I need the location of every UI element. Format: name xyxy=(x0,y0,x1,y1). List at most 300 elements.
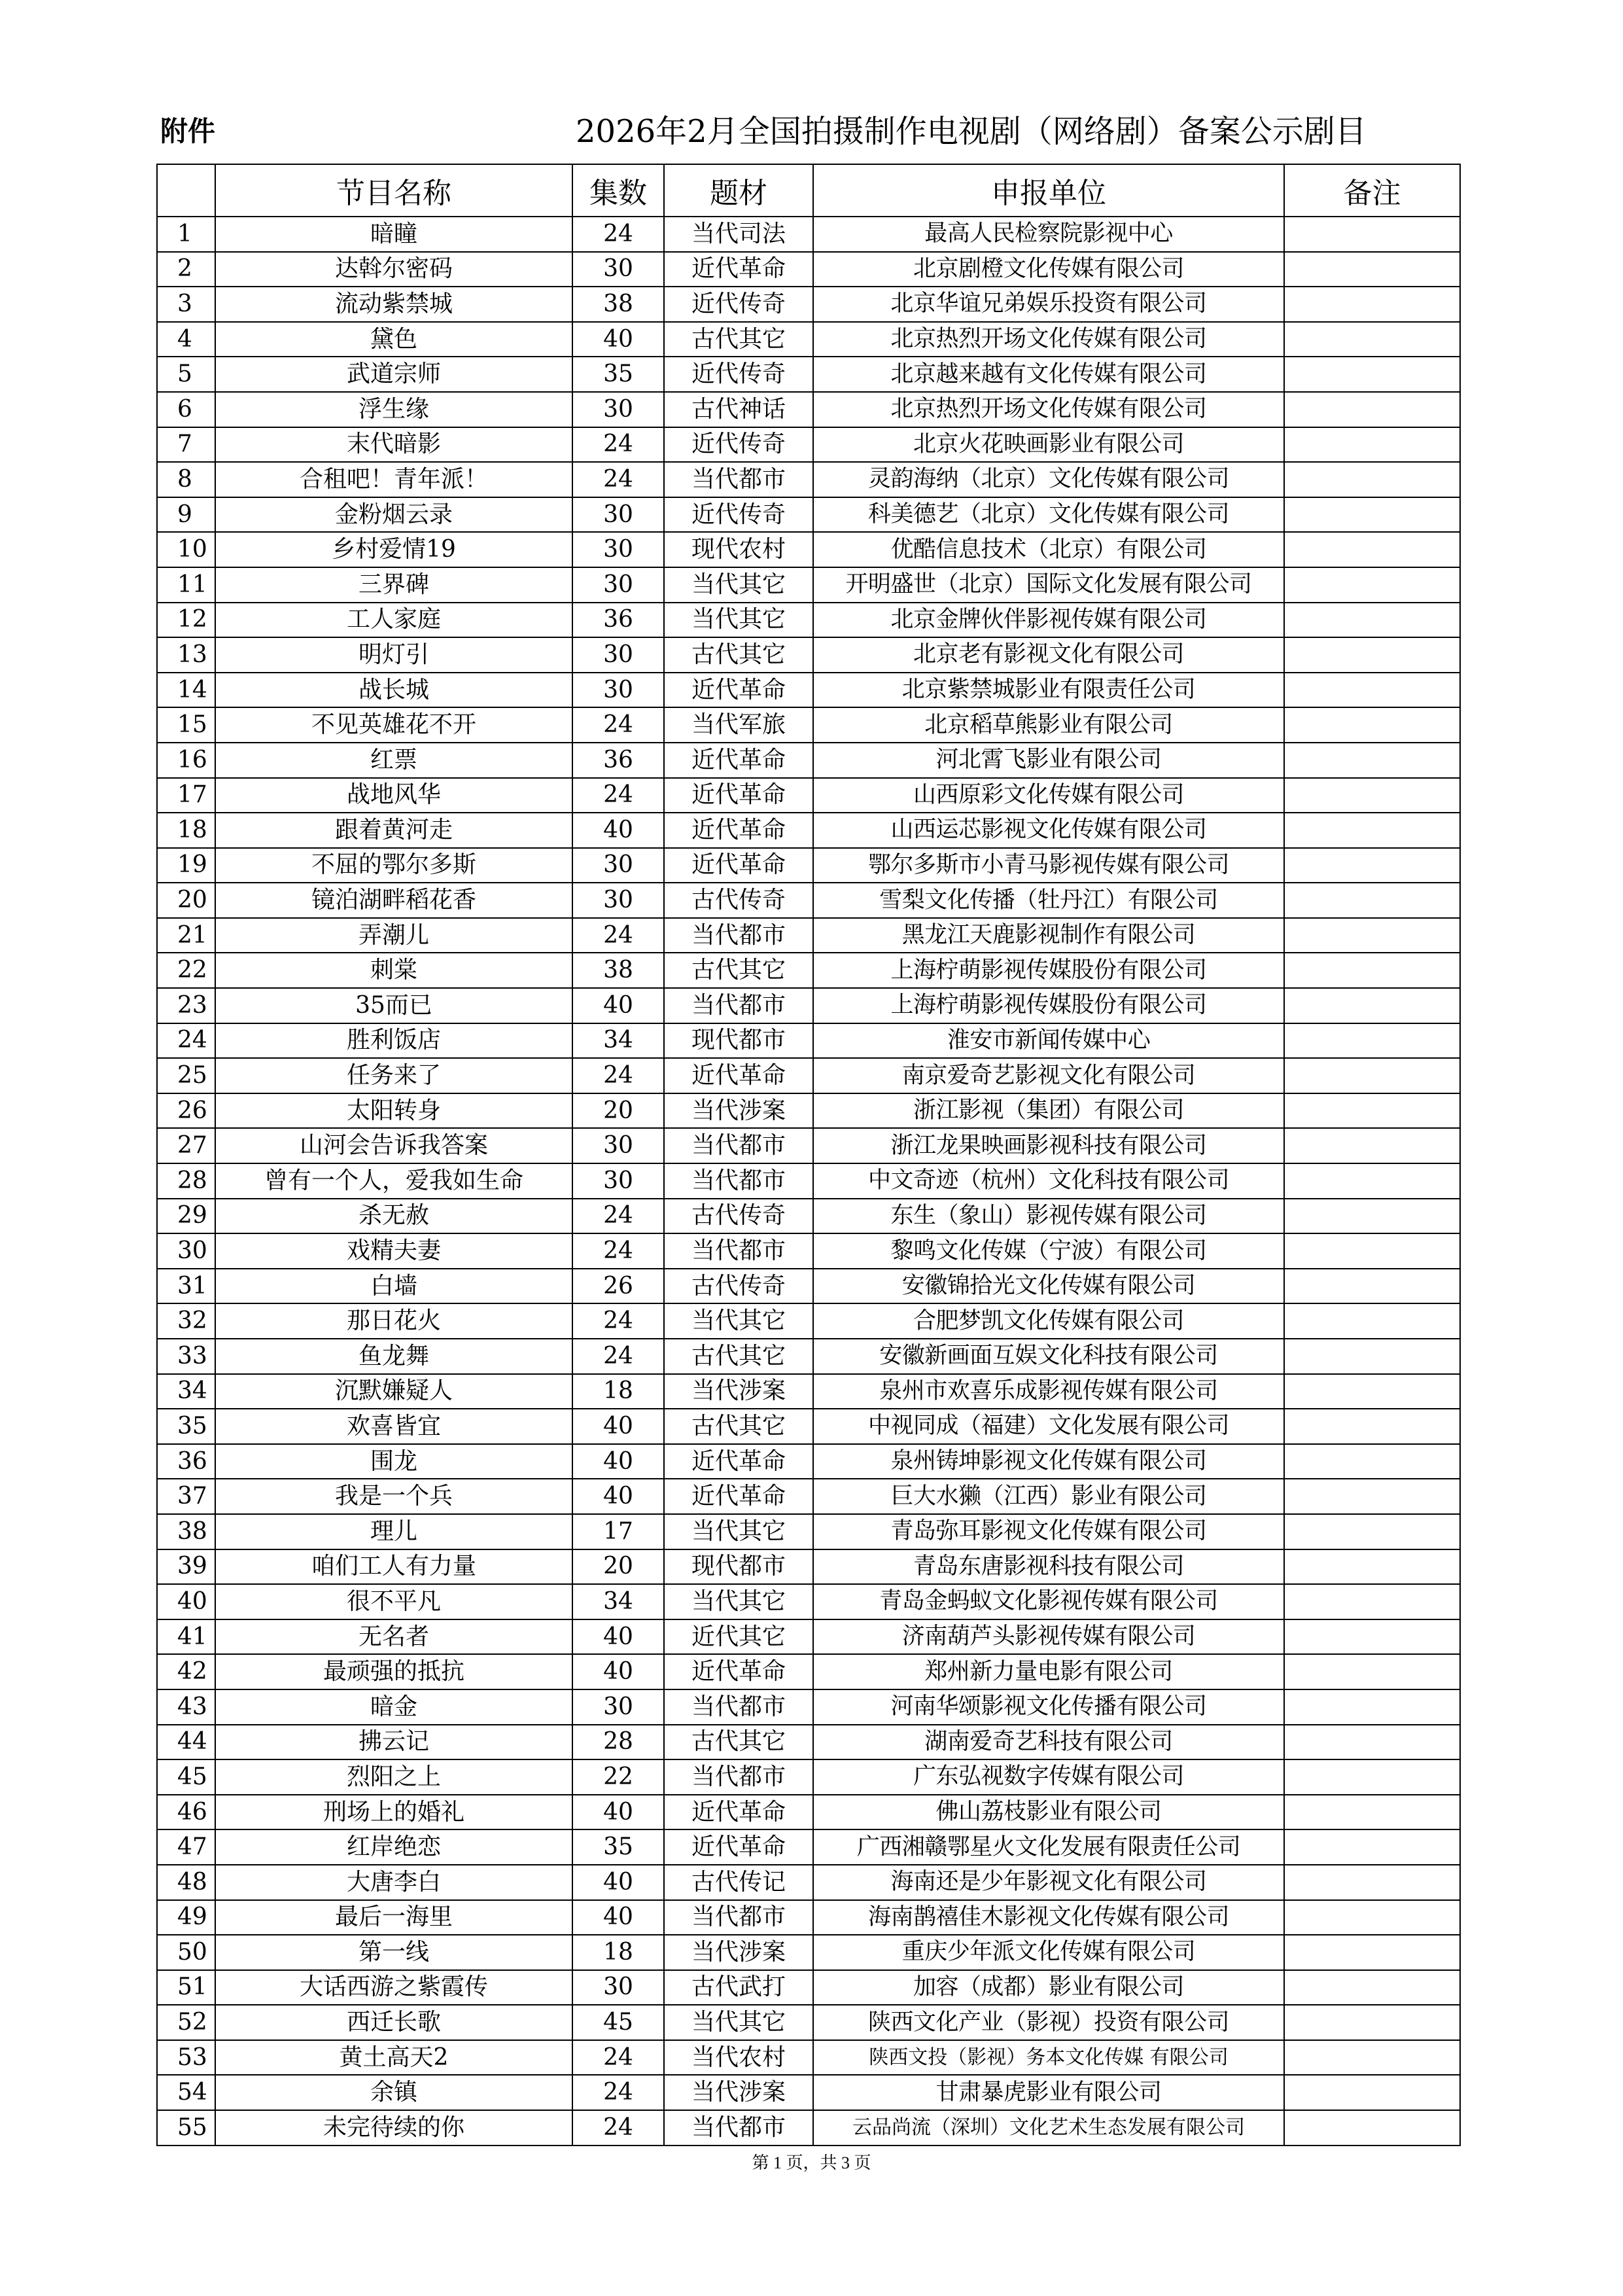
episode-count: 40 xyxy=(572,1444,664,1479)
applicant-unit: 陕西文投（影视）务本文化传媒 有限公司 xyxy=(813,2040,1284,2075)
row-index: 25 xyxy=(157,1058,215,1093)
note xyxy=(1284,1865,1460,1900)
genre: 古代其它 xyxy=(664,1409,813,1444)
row-index: 51 xyxy=(157,1970,215,2005)
row-index: 14 xyxy=(157,673,215,708)
applicant-unit: 最高人民检察院影视中心 xyxy=(813,217,1284,252)
table-row xyxy=(157,1444,1460,1479)
episode-count: 30 xyxy=(572,1163,664,1199)
program-name: 曾有一个人，爱我如生命 xyxy=(215,1163,572,1199)
applicant-unit: 安徽新画面互娱文化科技有限公司 xyxy=(813,1339,1284,1374)
program-name: 暗瞳 xyxy=(215,217,572,252)
applicant-unit: 陕西文化产业（影视）投资有限公司 xyxy=(813,2005,1284,2040)
table-row xyxy=(157,1479,1460,1514)
note xyxy=(1284,2040,1460,2075)
row-index: 23 xyxy=(157,988,215,1023)
applicant-unit: 科美德艺（北京）文化传媒有限公司 xyxy=(813,497,1284,533)
genre: 现代都市 xyxy=(664,1549,813,1585)
table-row xyxy=(157,1514,1460,1549)
applicant-unit: 巨大水獭（江西）影业有限公司 xyxy=(813,1479,1284,1514)
episode-count: 36 xyxy=(572,743,664,778)
applicant-unit: 浙江影视（集团）有限公司 xyxy=(813,1093,1284,1129)
table-row xyxy=(157,603,1460,638)
applicant-unit: 北京稻草熊影业有限公司 xyxy=(813,707,1284,743)
episode-count: 40 xyxy=(572,322,664,357)
row-index: 30 xyxy=(157,1233,215,1269)
program-name: 鱼龙舞 xyxy=(215,1339,572,1374)
table-row xyxy=(157,1199,1460,1234)
row-index: 26 xyxy=(157,1093,215,1129)
program-name: 达斡尔密码 xyxy=(215,252,572,287)
genre: 当代涉案 xyxy=(664,2075,813,2110)
applicant-unit: 山西原彩文化传媒有限公司 xyxy=(813,778,1284,813)
note xyxy=(1284,883,1460,918)
program-name: 大话西游之紫霞传 xyxy=(215,1970,572,2005)
program-name: 浮生缘 xyxy=(215,392,572,427)
table-row xyxy=(157,1374,1460,1409)
episode-count: 24 xyxy=(572,1339,664,1374)
table-row xyxy=(157,707,1460,743)
program-name: 烈阳之上 xyxy=(215,1759,572,1795)
genre: 近代传奇 xyxy=(664,357,813,392)
row-index: 36 xyxy=(157,1444,215,1479)
note xyxy=(1284,1619,1460,1655)
genre: 当代都市 xyxy=(664,1233,813,1269)
genre: 当代涉案 xyxy=(664,1935,813,1970)
applicant-unit: 甘肃暴虎影业有限公司 xyxy=(813,2075,1284,2110)
note xyxy=(1284,1269,1460,1304)
episode-count: 38 xyxy=(572,287,664,322)
row-index: 8 xyxy=(157,462,215,497)
row-index: 46 xyxy=(157,1795,215,1830)
genre: 当代司法 xyxy=(664,217,813,252)
row-index: 33 xyxy=(157,1339,215,1374)
table-row xyxy=(157,953,1460,988)
table-row xyxy=(157,918,1460,953)
applicant-unit: 郑州新力量电影有限公司 xyxy=(813,1654,1284,1689)
applicant-unit: 广西湘赣鄂星火文化发展有限责任公司 xyxy=(813,1829,1284,1865)
genre: 古代传奇 xyxy=(664,1269,813,1304)
note xyxy=(1284,462,1460,497)
episode-count: 18 xyxy=(572,1935,664,1970)
genre: 当代涉案 xyxy=(664,1093,813,1129)
episode-count: 40 xyxy=(572,988,664,1023)
table-row xyxy=(157,1303,1460,1339)
applicant-unit: 加容（成都）影业有限公司 xyxy=(813,1970,1284,2005)
note xyxy=(1284,673,1460,708)
applicant-unit: 北京热烈开场文化传媒有限公司 xyxy=(813,322,1284,357)
note xyxy=(1284,567,1460,603)
applicant-unit: 青岛东唐影视科技有限公司 xyxy=(813,1549,1284,1585)
applicant-unit: 中文奇迹（杭州）文化科技有限公司 xyxy=(813,1163,1284,1199)
program-name: 很不平凡 xyxy=(215,1584,572,1619)
program-name: 白墙 xyxy=(215,1269,572,1304)
program-name: 不屈的鄂尔多斯 xyxy=(215,848,572,883)
note xyxy=(1284,1935,1460,1970)
genre: 古代其它 xyxy=(664,953,813,988)
applicant-unit: 合肥梦凯文化传媒有限公司 xyxy=(813,1303,1284,1339)
row-index: 49 xyxy=(157,1900,215,1935)
col-header-note: 备注 xyxy=(1284,164,1460,217)
genre: 古代传奇 xyxy=(664,883,813,918)
episode-count: 40 xyxy=(572,1654,664,1689)
note xyxy=(1284,1795,1460,1830)
row-index: 20 xyxy=(157,883,215,918)
genre: 现代农村 xyxy=(664,532,813,567)
row-index: 34 xyxy=(157,1374,215,1409)
episode-count: 30 xyxy=(572,673,664,708)
note xyxy=(1284,1199,1460,1234)
genre: 当代其它 xyxy=(664,603,813,638)
applicant-unit: 北京越来越有文化传媒有限公司 xyxy=(813,357,1284,392)
program-name: 战长城 xyxy=(215,673,572,708)
applicant-unit: 河南华颂影视文化传播有限公司 xyxy=(813,1689,1284,1725)
note xyxy=(1284,707,1460,743)
program-name: 那日花火 xyxy=(215,1303,572,1339)
note xyxy=(1284,953,1460,988)
program-name: 流动紫禁城 xyxy=(215,287,572,322)
episode-count: 30 xyxy=(572,532,664,567)
note xyxy=(1284,1128,1460,1163)
note xyxy=(1284,357,1460,392)
episode-count: 17 xyxy=(572,1514,664,1549)
genre: 当代都市 xyxy=(664,1900,813,1935)
note xyxy=(1284,1549,1460,1585)
program-name: 35而已 xyxy=(215,988,572,1023)
row-index: 3 xyxy=(157,287,215,322)
note xyxy=(1284,1759,1460,1795)
program-name: 战地风华 xyxy=(215,778,572,813)
note xyxy=(1284,1374,1460,1409)
note xyxy=(1284,287,1460,322)
row-index: 54 xyxy=(157,2075,215,2110)
program-name: 合租吧！青年派！ xyxy=(215,462,572,497)
episode-count: 40 xyxy=(572,1795,664,1830)
note xyxy=(1284,637,1460,673)
applicant-unit: 海南鹊禧佳木影视文化传媒有限公司 xyxy=(813,1900,1284,1935)
episode-count: 30 xyxy=(572,567,664,603)
applicant-unit: 黎鸣文化传媒（宁波）有限公司 xyxy=(813,1233,1284,1269)
table-row xyxy=(157,1935,1460,1970)
table-row xyxy=(157,637,1460,673)
episode-count: 20 xyxy=(572,1549,664,1585)
note xyxy=(1284,1970,1460,2005)
applicant-unit: 广东弘视数字传媒有限公司 xyxy=(813,1759,1284,1795)
row-index: 16 xyxy=(157,743,215,778)
row-index: 21 xyxy=(157,918,215,953)
table-row xyxy=(157,848,1460,883)
note xyxy=(1284,322,1460,357)
table-row xyxy=(157,532,1460,567)
row-index: 50 xyxy=(157,1935,215,1970)
table-row xyxy=(157,1128,1460,1163)
episode-count: 28 xyxy=(572,1725,664,1760)
program-name: 胜利饭店 xyxy=(215,1023,572,1059)
row-index: 38 xyxy=(157,1514,215,1549)
episode-count: 24 xyxy=(572,918,664,953)
applicant-unit: 青岛弥耳影视文化传媒有限公司 xyxy=(813,1514,1284,1549)
note xyxy=(1284,1339,1460,1374)
col-header-episodes: 集数 xyxy=(572,164,664,217)
genre: 近代其它 xyxy=(664,1619,813,1655)
table-row xyxy=(157,567,1460,603)
attachment-label: 附件 xyxy=(160,115,216,147)
genre: 近代革命 xyxy=(664,673,813,708)
episode-count: 24 xyxy=(572,1199,664,1234)
genre: 当代其它 xyxy=(664,1303,813,1339)
row-index: 41 xyxy=(157,1619,215,1655)
row-index: 48 xyxy=(157,1865,215,1900)
applicant-unit: 云品尚流（深圳）文化艺术生态发展有限公司 xyxy=(813,2110,1284,2146)
genre: 当代农村 xyxy=(664,2040,813,2075)
applicant-unit: 开明盛世（北京）国际文化发展有限公司 xyxy=(813,567,1284,603)
genre: 近代革命 xyxy=(664,1444,813,1479)
episode-count: 24 xyxy=(572,1058,664,1093)
table-row xyxy=(157,217,1460,252)
applicant-unit: 鄂尔多斯市小青马影视传媒有限公司 xyxy=(813,848,1284,883)
table-row xyxy=(157,1584,1460,1619)
applicant-unit: 泉州市欢喜乐成影视传媒有限公司 xyxy=(813,1374,1284,1409)
genre: 当代都市 xyxy=(664,918,813,953)
note xyxy=(1284,217,1460,252)
row-index: 9 xyxy=(157,497,215,533)
episode-count: 30 xyxy=(572,848,664,883)
episode-count: 38 xyxy=(572,953,664,988)
episode-count: 18 xyxy=(572,1374,664,1409)
genre: 近代革命 xyxy=(664,252,813,287)
applicant-unit: 淮安市新闻传媒中心 xyxy=(813,1023,1284,1059)
program-name: 杀无赦 xyxy=(215,1199,572,1234)
genre: 当代涉案 xyxy=(664,1374,813,1409)
note xyxy=(1284,2075,1460,2110)
genre: 近代革命 xyxy=(664,1479,813,1514)
table-row xyxy=(157,1549,1460,1585)
program-name: 太阳转身 xyxy=(215,1093,572,1129)
note xyxy=(1284,778,1460,813)
episode-count: 35 xyxy=(572,357,664,392)
genre: 古代武打 xyxy=(664,1970,813,2005)
program-name: 最顽强的抵抗 xyxy=(215,1654,572,1689)
applicant-unit: 济南葫芦头影视传媒有限公司 xyxy=(813,1619,1284,1655)
table-row xyxy=(157,1900,1460,1935)
note xyxy=(1284,848,1460,883)
applicant-unit: 北京热烈开场文化传媒有限公司 xyxy=(813,392,1284,427)
applicant-unit: 上海柠萌影视传媒股份有限公司 xyxy=(813,988,1284,1023)
applicant-unit: 中视同成（福建）文化发展有限公司 xyxy=(813,1409,1284,1444)
table-row xyxy=(157,2110,1460,2146)
row-index: 15 xyxy=(157,707,215,743)
note xyxy=(1284,252,1460,287)
row-index: 28 xyxy=(157,1163,215,1199)
note xyxy=(1284,1900,1460,1935)
episode-count: 24 xyxy=(572,2040,664,2075)
program-name: 最后一海里 xyxy=(215,1900,572,1935)
table-row xyxy=(157,2040,1460,2075)
table-row xyxy=(157,1654,1460,1689)
table-row xyxy=(157,2075,1460,2110)
note xyxy=(1284,603,1460,638)
table-row xyxy=(157,2005,1460,2040)
genre: 近代传奇 xyxy=(664,497,813,533)
applicant-unit: 北京华谊兄弟娱乐投资有限公司 xyxy=(813,287,1284,322)
table-row xyxy=(157,743,1460,778)
program-name: 红票 xyxy=(215,743,572,778)
note xyxy=(1284,1479,1460,1514)
table-row xyxy=(157,1093,1460,1129)
program-name: 余镇 xyxy=(215,2075,572,2110)
applicant-unit: 山西运芯影视文化传媒有限公司 xyxy=(813,813,1284,848)
row-index: 40 xyxy=(157,1584,215,1619)
row-index: 39 xyxy=(157,1549,215,1585)
genre: 近代传奇 xyxy=(664,427,813,463)
episode-count: 30 xyxy=(572,497,664,533)
row-index: 24 xyxy=(157,1023,215,1059)
genre: 近代革命 xyxy=(664,743,813,778)
program-name: 三界碑 xyxy=(215,567,572,603)
episode-count: 30 xyxy=(572,1128,664,1163)
note xyxy=(1284,2110,1460,2146)
episode-count: 30 xyxy=(572,1970,664,2005)
table-row xyxy=(157,1865,1460,1900)
episode-count: 24 xyxy=(572,2075,664,2110)
applicant-unit: 安徽锦拾光文化传媒有限公司 xyxy=(813,1269,1284,1304)
note xyxy=(1284,1163,1460,1199)
note xyxy=(1284,2005,1460,2040)
table-row xyxy=(157,392,1460,427)
table-row xyxy=(157,988,1460,1023)
row-index: 13 xyxy=(157,637,215,673)
genre: 当代都市 xyxy=(664,1128,813,1163)
applicant-unit: 北京剧橙文化传媒有限公司 xyxy=(813,252,1284,287)
table-row xyxy=(157,778,1460,813)
note xyxy=(1284,427,1460,463)
note xyxy=(1284,532,1460,567)
note xyxy=(1284,743,1460,778)
program-name: 镜泊湖畔稻花香 xyxy=(215,883,572,918)
table-row xyxy=(157,1023,1460,1059)
program-name: 乡村爱情19 xyxy=(215,532,572,567)
genre: 近代革命 xyxy=(664,1829,813,1865)
table-row xyxy=(157,252,1460,287)
genre: 当代都市 xyxy=(664,2110,813,2146)
row-index: 5 xyxy=(157,357,215,392)
note xyxy=(1284,1725,1460,1760)
note xyxy=(1284,1409,1460,1444)
table-row xyxy=(157,883,1460,918)
document-title: 2026年2月全国拍摄制作电视剧（网络剧）备案公示剧目 xyxy=(576,113,1367,150)
program-name: 戏精夫妻 xyxy=(215,1233,572,1269)
program-name: 无名者 xyxy=(215,1619,572,1655)
applicant-unit: 北京紫禁城影业有限责任公司 xyxy=(813,673,1284,708)
episode-count: 24 xyxy=(572,427,664,463)
episode-count: 40 xyxy=(572,1619,664,1655)
episode-count: 20 xyxy=(572,1093,664,1129)
genre: 近代革命 xyxy=(664,813,813,848)
genre: 当代军旅 xyxy=(664,707,813,743)
row-index: 37 xyxy=(157,1479,215,1514)
episode-count: 30 xyxy=(572,392,664,427)
program-name: 沉默嫌疑人 xyxy=(215,1374,572,1409)
row-index: 35 xyxy=(157,1409,215,1444)
genre: 现代都市 xyxy=(664,1023,813,1059)
row-index: 17 xyxy=(157,778,215,813)
genre: 古代其它 xyxy=(664,1725,813,1760)
table-row xyxy=(157,1233,1460,1269)
applicant-unit: 河北霄飞影业有限公司 xyxy=(813,743,1284,778)
table-row xyxy=(157,1725,1460,1760)
program-name: 黄土高天2 xyxy=(215,2040,572,2075)
row-index: 31 xyxy=(157,1269,215,1304)
program-name: 刑场上的婚礼 xyxy=(215,1795,572,1830)
table-row xyxy=(157,1409,1460,1444)
program-name: 明灯引 xyxy=(215,637,572,673)
genre: 近代革命 xyxy=(664,848,813,883)
table-row xyxy=(157,1339,1460,1374)
episode-count: 22 xyxy=(572,1759,664,1795)
episode-count: 35 xyxy=(572,1829,664,1865)
program-name: 黛色 xyxy=(215,322,572,357)
col-header-unit: 申报单位 xyxy=(813,164,1284,217)
genre: 近代革命 xyxy=(664,1058,813,1093)
note xyxy=(1284,1058,1460,1093)
genre: 古代其它 xyxy=(664,1339,813,1374)
table-row xyxy=(157,497,1460,533)
episode-count: 30 xyxy=(572,1689,664,1725)
program-name: 暗金 xyxy=(215,1689,572,1725)
row-index: 18 xyxy=(157,813,215,848)
row-index: 29 xyxy=(157,1199,215,1234)
row-index: 55 xyxy=(157,2110,215,2146)
row-index: 2 xyxy=(157,252,215,287)
episode-count: 24 xyxy=(572,2110,664,2146)
note xyxy=(1284,1233,1460,1269)
episode-count: 30 xyxy=(572,637,664,673)
program-name: 任务来了 xyxy=(215,1058,572,1093)
applicant-unit: 重庆少年派文化传媒有限公司 xyxy=(813,1935,1284,1970)
genre: 近代革命 xyxy=(664,1654,813,1689)
program-name: 刺棠 xyxy=(215,953,572,988)
genre: 古代传奇 xyxy=(664,1199,813,1234)
note xyxy=(1284,1689,1460,1725)
episode-count: 40 xyxy=(572,1409,664,1444)
applicant-unit: 佛山荔枝影业有限公司 xyxy=(813,1795,1284,1830)
genre: 当代其它 xyxy=(664,1584,813,1619)
genre: 当代其它 xyxy=(664,2005,813,2040)
episode-count: 24 xyxy=(572,1233,664,1269)
episode-count: 24 xyxy=(572,707,664,743)
program-name: 我是一个兵 xyxy=(215,1479,572,1514)
genre: 近代传奇 xyxy=(664,287,813,322)
table-row xyxy=(157,1619,1460,1655)
note xyxy=(1284,392,1460,427)
table-row xyxy=(157,427,1460,463)
note xyxy=(1284,497,1460,533)
program-name: 武道宗师 xyxy=(215,357,572,392)
applicant-unit: 浙江龙果映画影视科技有限公司 xyxy=(813,1128,1284,1163)
genre: 当代都市 xyxy=(664,988,813,1023)
program-name: 红岸绝恋 xyxy=(215,1829,572,1865)
table-row xyxy=(157,1689,1460,1725)
table-row xyxy=(157,357,1460,392)
table-row xyxy=(157,813,1460,848)
episode-count: 34 xyxy=(572,1584,664,1619)
program-name: 第一线 xyxy=(215,1935,572,1970)
episode-count: 40 xyxy=(572,1865,664,1900)
row-index: 32 xyxy=(157,1303,215,1339)
note xyxy=(1284,1093,1460,1129)
genre: 当代都市 xyxy=(664,1689,813,1725)
episode-count: 24 xyxy=(572,462,664,497)
